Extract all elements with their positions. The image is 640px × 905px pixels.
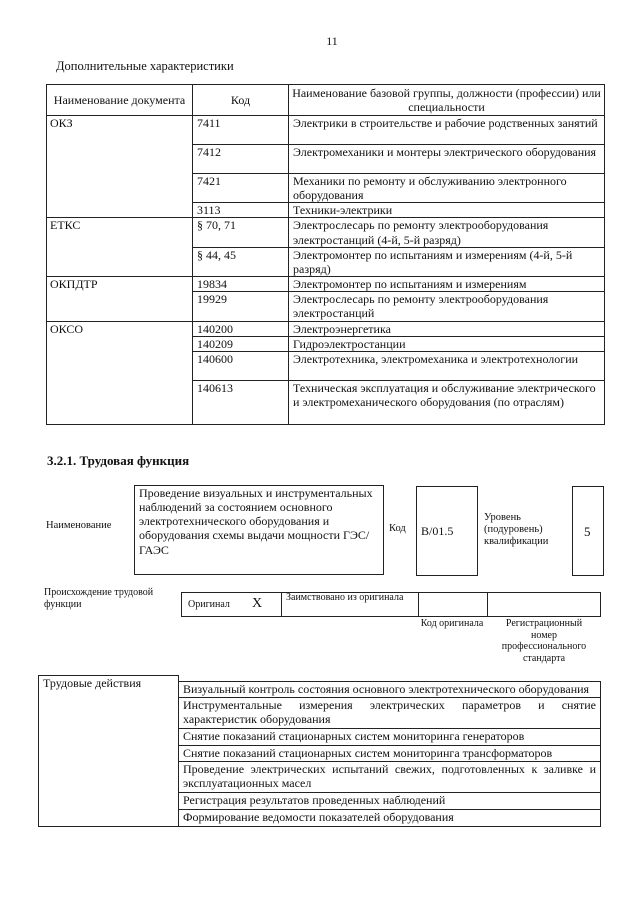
- level-value: 5: [584, 524, 591, 539]
- subsection-title: 3.2.1. Трудовая функция: [47, 453, 190, 468]
- header-document: Наименование документа: [47, 85, 193, 116]
- function-name-box: [134, 485, 384, 575]
- code-cell: 7421: [193, 174, 289, 203]
- name-cell: Электромонтер по испытаниям и измерениям: [289, 277, 605, 292]
- code-label: Код: [389, 523, 406, 534]
- function-name-value: Проведение визуальных и инструментальных наблюдений за состоянием основного электротехнического оборудования и оборудования схемы выдачи мощности ГЭС/ГАЭС: [139, 486, 373, 557]
- page-number: 11: [326, 34, 338, 48]
- code-cell: 3113: [193, 203, 289, 218]
- table-row: [47, 277, 605, 292]
- origin-divider: [418, 593, 419, 616]
- code-cell: 19834: [193, 277, 289, 292]
- code-cell: 140209: [193, 336, 289, 351]
- borrowed-label: Заимствовано из оригинала: [286, 592, 404, 603]
- origin-divider: [487, 593, 488, 616]
- name-cell: Электроэнергетика: [289, 321, 605, 336]
- name-cell: Электротехника, электромеханика и электротехнологии: [289, 351, 605, 380]
- name-cell: Электромонтер по испытаниям и измерениям (4-й, 5-й разряд): [289, 247, 605, 276]
- original-label: Оригинал: [188, 599, 230, 610]
- name-cell: Электрослесарь по ремонту электрооборудования электростанций: [289, 292, 605, 321]
- name-cell: Электромеханики и монтеры электрического оборудования: [289, 145, 605, 174]
- name-cell: Техники-электрики: [289, 203, 605, 218]
- header-name: Наименование базовой группы, должности (профессии) или специальности: [289, 85, 605, 116]
- reg-number-label: Регистрационный номер профессионального стандарта: [501, 618, 587, 664]
- name-cell: Техническая эксплуатация и обслуживание электрического и электромеханического оборудования (по отраслям): [289, 380, 605, 424]
- origin-divider: [281, 593, 282, 616]
- code-box: [416, 486, 478, 576]
- code-cell: 140200: [193, 321, 289, 336]
- action-item: Регистрация результатов проведенных наблюдений: [179, 793, 601, 810]
- original-mark: X: [252, 596, 263, 611]
- table-header-row: [47, 85, 605, 116]
- code-cell: 7412: [193, 145, 289, 174]
- header-code: Код: [193, 85, 289, 116]
- action-item: Визуальный контроль состояния основного электротехнического оборудования: [179, 681, 601, 698]
- table-row: [47, 321, 605, 336]
- name-cell: Механики по ремонту и обслуживанию электронного оборудования: [289, 174, 605, 203]
- code-cell: 19929: [193, 292, 289, 321]
- code-cell: 140600: [193, 351, 289, 380]
- doc-cell: ОКСО: [47, 321, 193, 424]
- level-label: Уровень (подуровень) квалификации: [484, 512, 549, 548]
- table-row: [47, 116, 605, 145]
- name-cell: Электрики в строительстве и рабочие родственных занятий: [289, 116, 605, 145]
- code-cell: 7411: [193, 116, 289, 145]
- doc-cell: ОКПДТР: [47, 277, 193, 321]
- code-original-label: Код оригинала: [420, 618, 484, 629]
- level-box: [572, 486, 604, 576]
- actions-header: Трудовые действия: [39, 676, 179, 827]
- name-cell: Электрослесарь по ремонту электрооборудования электростанций (4-й, 5-й разряд): [289, 218, 605, 247]
- function-name-label: Наименование: [46, 520, 112, 531]
- action-item: Снятие показаний стационарных систем мониторинга генераторов: [179, 728, 601, 745]
- action-item: Формирование ведомости показателей оборудования: [179, 809, 601, 826]
- origin-label: Происхождение трудовой функции: [44, 587, 154, 610]
- characteristics-table: [46, 84, 605, 425]
- doc-cell: ЕТКС: [47, 218, 193, 277]
- code-value: B/01.5: [421, 524, 454, 538]
- code-cell: § 44, 45: [193, 247, 289, 276]
- section-title: Дополнительные характеристики: [56, 59, 234, 73]
- name-cell: Гидроэлектростанции: [289, 336, 605, 351]
- origin-row: [181, 592, 601, 617]
- code-cell: § 70, 71: [193, 218, 289, 247]
- action-item: Инструментальные измерения электрических параметров и снятие характеристик оборудования: [179, 698, 601, 729]
- labour-actions-table: [38, 675, 601, 827]
- action-item: Снятие показаний стационарных систем мониторинга трансформаторов: [179, 745, 601, 762]
- doc-cell: ОКЗ: [47, 116, 193, 218]
- action-item: Проведение электрических испытаний свежих, подготовленных к заливке и эксплуатационных масел: [179, 762, 601, 793]
- table-row: [47, 218, 605, 247]
- code-cell: 140613: [193, 380, 289, 424]
